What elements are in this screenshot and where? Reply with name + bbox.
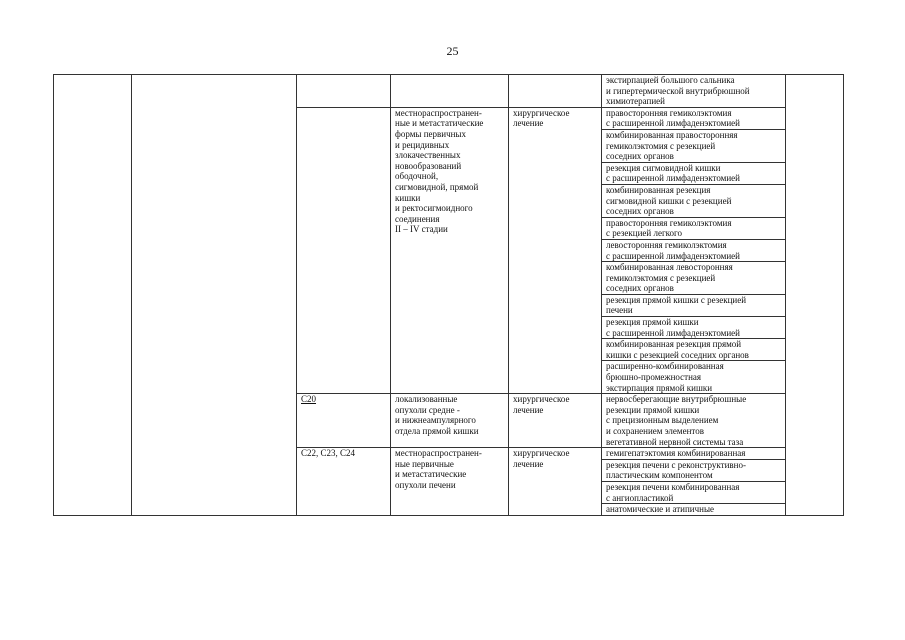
- code-cell: [297, 107, 391, 393]
- code-cell: [297, 75, 391, 108]
- method-cell: нервосберегающие внутрибрюшные резекции прямой кишки с прецизионным выделением и сохранением элементов вегетативной нервной системы таза: [602, 394, 786, 448]
- method-cell: резекция печени комбинированная с ангиопластикой: [602, 481, 786, 503]
- model-cell: [391, 75, 509, 108]
- code-cell: C20: [297, 394, 391, 448]
- model-cell: местнораспространен- ные первичные и метастатические опухоли печени: [391, 448, 509, 516]
- method-cell: резекция прямой кишки с резекцией печени: [602, 294, 786, 316]
- table-row: [54, 75, 844, 108]
- page-number: 25: [446, 44, 459, 58]
- method-cell: резекция прямой кишки с расширенной лимфаденэктомией: [602, 317, 786, 339]
- method-cell: резекция печени с реконструктивно- пластическим компонентом: [602, 459, 786, 481]
- method-cell: левосторонняя гемиколэктомия с расширенной лимфаденэктомией: [602, 239, 786, 261]
- treatment-cell: хирургическое лечение: [509, 394, 602, 448]
- profile-cell: [132, 75, 297, 516]
- treatment-cell: хирургическое лечение: [509, 107, 602, 393]
- method-cell: комбинированная резекция сигмовидной кишки с резекцией соседних органов: [602, 184, 786, 217]
- medical-procedures-table: [53, 74, 844, 516]
- method-cell: расширенно-комбинированная брюшно-промежностная экстирпация прямой кишки: [602, 361, 786, 394]
- tariff-cell: [786, 75, 844, 516]
- method-cell: правосторонняя гемиколэктомия с резекцией легкого: [602, 217, 786, 239]
- method-cell: комбинированная резекция прямой кишки с резекцией соседних органов: [602, 339, 786, 361]
- method-cell: резекция сигмовидной кишки с расширенной лимфаденэктомией: [602, 162, 786, 184]
- method-cell: гемигепатэктомия комбинированная: [602, 448, 786, 460]
- treatment-cell: хирургическое лечение: [509, 448, 602, 516]
- code-cell: C22, C23, C24: [297, 448, 391, 516]
- method-cell: комбинированная левосторонняя гемиколэктомия с резекцией соседних органов: [602, 262, 786, 295]
- method-cell: анатомические и атипичные: [602, 504, 786, 516]
- model-cell: местнораспространен- ные и метастатические формы первичных и рецидивных злокачественных новообразований ободочной, сигмовидной, прямой кишки и ректосигмоидного соединения II – IV стадии: [391, 107, 509, 393]
- treatment-cell: [509, 75, 602, 108]
- model-cell: локализованные опухоли средне - и нижнеампулярного отдела прямой кишки: [391, 394, 509, 448]
- number-cell: [54, 75, 132, 516]
- method-cell: комбинированная правосторонняя гемиколэктомия с резекцией соседних органов: [602, 129, 786, 162]
- method-cell: правосторонняя гемиколэктомия с расширенной лимфаденэктомией: [602, 107, 786, 129]
- method-cell: экстирпацией большого сальника и гипертермической внутрибрюшной химиотерапией: [602, 75, 786, 108]
